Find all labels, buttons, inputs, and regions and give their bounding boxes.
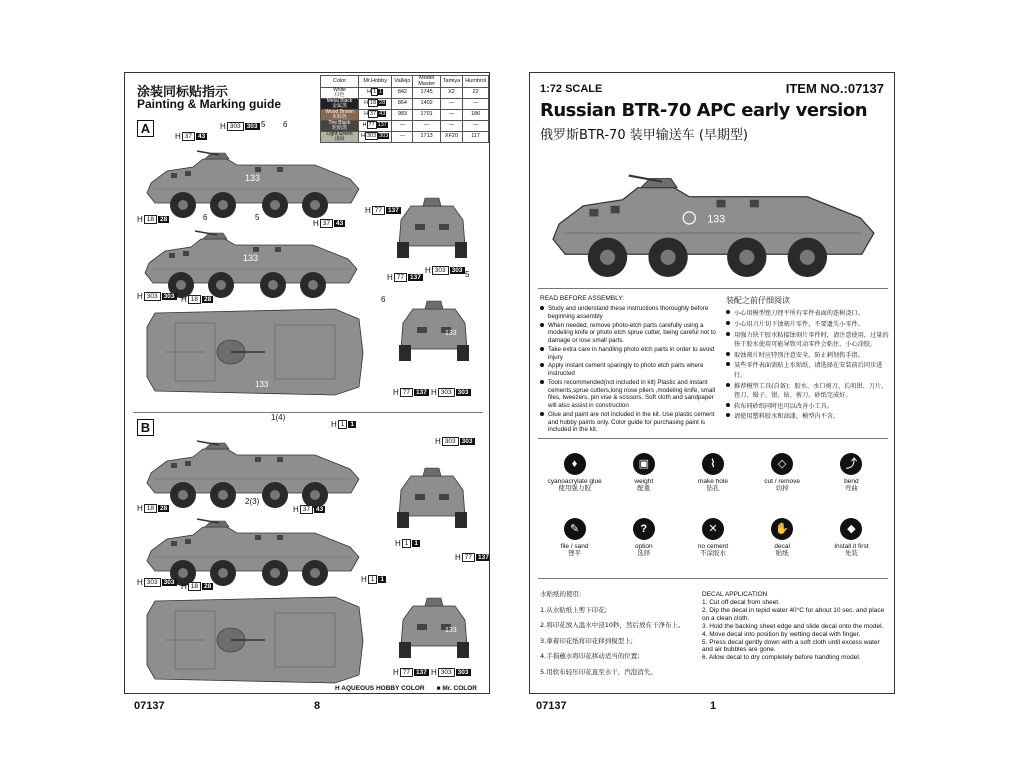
symbol-label-en: weight — [634, 478, 654, 485]
symbol-label-en: decal — [774, 543, 790, 550]
tamiya-code: — — [440, 121, 462, 132]
color-ref: H 1 1 — [361, 575, 385, 584]
symbol-legend-item — [681, 518, 745, 558]
decal-step-en: 4. Move decal into position by wetting decal with finger. — [702, 630, 861, 638]
decal-heading-en: DECAL APPLICATION — [702, 591, 768, 598]
decal-list-cn — [540, 607, 710, 676]
instruction-item: Study and understand these instructions thoroughly before beginning assembly — [540, 305, 720, 321]
symbol-label-cn: 钻孔 — [706, 484, 720, 493]
color-ref: H 18 28 — [137, 504, 168, 513]
section-divider — [133, 412, 483, 413]
vallejo-code: 983 — [392, 110, 413, 121]
color-chart-table — [320, 75, 489, 143]
symbol-legend-item — [612, 453, 676, 493]
divider — [538, 578, 888, 579]
weight-icon: ▣ — [633, 453, 655, 475]
vehicle-front-b — [395, 468, 471, 530]
tamiya-code: — — [440, 110, 462, 121]
item-code-right: 07137 — [536, 700, 567, 712]
callout-number: 6 — [283, 120, 288, 129]
file-icon: ✎ — [564, 518, 586, 540]
symbol-legend-item — [543, 518, 607, 558]
instruction-item: Apply instant cement sparingly to photo etch parts where instructed — [540, 362, 720, 378]
page-number-right: 1 — [710, 700, 717, 712]
humbrol-code: 186 — [463, 110, 489, 121]
color-ref: H 303 303 — [220, 122, 258, 131]
decal-step-en: 2. Dip the decal in tepid water 40°C for about 10 sec. and place on a clean cloth. — [702, 606, 885, 622]
vehicle-side-right-a — [145, 153, 375, 223]
no-cement-icon: ✕ — [702, 518, 724, 540]
symbol-label-cn: 弯曲 — [844, 484, 858, 493]
callout-number: 5 — [261, 120, 266, 129]
humbrol-code: — — [463, 99, 489, 110]
divider — [538, 288, 888, 289]
color-legend — [335, 685, 477, 692]
symbol-label-en: cyanoacrylate glue — [547, 478, 602, 485]
read-before-assembly-cn — [726, 295, 892, 423]
model-master-code: — — [413, 121, 440, 132]
callout-number: 1(4) — [271, 413, 286, 422]
page-number-left: 8 — [314, 700, 321, 712]
vallejo-code: 842 — [392, 88, 413, 99]
vehicle-rear-b — [397, 598, 473, 660]
symbol-legend-item — [750, 453, 814, 493]
vehicle-top-a — [145, 305, 370, 400]
symbol-label-en: no cement — [697, 543, 729, 550]
color-header: Model Master — [413, 76, 440, 88]
humbrol-code: 117 — [463, 132, 489, 143]
callout-number: 5 — [255, 213, 260, 222]
symbol-label-cn: 选择 — [637, 549, 651, 558]
read-before-heading-cn: 装配之前仔细阅读 — [726, 296, 790, 305]
humbrol-code: — — [463, 121, 489, 132]
symbol-label-cn: 贴纸 — [775, 549, 789, 558]
color-swatch: Tire Black 轮胎黑 — [321, 121, 359, 132]
color-ref: H 303 303 — [431, 668, 469, 677]
instruction-item-cn: 小心用刀片切下蚀刻片零件，不要遗失小零件。 — [726, 320, 892, 330]
symbol-label-cn: 不涂胶水 — [699, 549, 726, 558]
color-ref: H 77 137 — [365, 206, 399, 215]
color-chart-row — [321, 121, 489, 132]
tamiya-code: XF20 — [440, 132, 462, 143]
model-master-code: 1745 — [413, 88, 440, 99]
symbol-label-cn: 使用强力胶 — [558, 484, 591, 493]
symbol-label-cn: 先装 — [844, 549, 858, 558]
symbol-legend-item — [819, 518, 883, 558]
symbol-legend-row-1 — [540, 453, 886, 493]
mr-hobby-code: H 37 43 — [359, 110, 392, 121]
color-header: Vallejo — [392, 76, 413, 88]
color-ref: H 77 137 — [387, 273, 421, 282]
color-ref: H 1 1 — [395, 539, 419, 548]
decal-step-en: 6. Allow decal to dry completely before handling model. — [702, 654, 861, 662]
install-first-icon: ◆ — [840, 518, 862, 540]
scale-label: 1:72 SCALE — [540, 83, 603, 95]
decal-heading-cn: 水贴纸的使用: — [540, 590, 582, 598]
decal-application-cn — [540, 591, 710, 684]
bend-icon: ⤴ — [840, 453, 862, 475]
instruction-item-cn: 小心用模型锉刀锉平所有零件表面的连树浇口。 — [726, 309, 892, 319]
section-a-label: A — [137, 120, 154, 137]
decal-step-cn: 5.用软布轻压印花直至水干，汽泡消失。 — [540, 667, 657, 676]
color-swatch: Wood Brown 木棕色 — [321, 110, 359, 121]
vallejo-code: 864 — [392, 99, 413, 110]
humbrol-code: 22 — [463, 88, 489, 99]
decal-step-cn: 2.将印花放入温水中浸10秒，然后放在干净布上。 — [540, 621, 685, 629]
vallejo-code: — — [392, 121, 413, 132]
color-ref: H 303 303 — [137, 578, 175, 587]
vehicle-rear-a — [397, 301, 473, 363]
instruction-item: Take extra care in handling photo etch parts in order to avoid injury — [540, 346, 720, 362]
symbol-label-cn: 锉平 — [568, 549, 582, 558]
symbol-legend-item — [819, 453, 883, 493]
color-ref: H 37 43 — [313, 219, 344, 228]
hull-number: 133 — [245, 173, 261, 183]
color-ref: H 18 28 — [137, 215, 168, 224]
decal-application-en — [702, 591, 892, 662]
glue-bottle-icon: ♦ — [564, 453, 586, 475]
color-ref: H 37 43 — [293, 505, 324, 514]
hull-number: 133 — [243, 253, 259, 263]
symbol-label-en: file / sand — [560, 543, 589, 550]
symbol-label-en: Install it first — [834, 543, 869, 550]
symbol-label-en: bend — [844, 478, 859, 485]
symbol-legend-item — [750, 518, 814, 558]
color-ref: H 303 303 — [431, 388, 469, 397]
product-title-cn: 俄罗斯BTR-70 装甲输送车 (早期型) — [540, 128, 749, 143]
item-code-left: 07137 — [134, 700, 165, 712]
decal-step-cn: 1.从水贴纸上剪下印花; — [540, 605, 607, 614]
instructions-page — [529, 72, 895, 694]
vallejo-code: — — [392, 132, 413, 143]
mr-hobby-code: H 1 1 — [359, 88, 392, 99]
section-b-label: B — [137, 419, 154, 436]
symbol-legend-item — [681, 453, 745, 493]
question-icon: ? — [633, 518, 655, 540]
color-ref: H 1 1 — [331, 420, 355, 429]
color-swatch: Metal Black 金属黑 — [321, 99, 359, 110]
color-header: Color — [321, 76, 359, 88]
vehicle-side-left-a — [143, 233, 373, 303]
divider — [538, 438, 888, 439]
product-title-en: Russian BTR-70 APC early version — [540, 100, 868, 121]
callout-number: 6 — [203, 213, 208, 222]
instruction-item-cn: 推荐模型工具(自备)：胶水、水口剪刀、长咀钳、刀片、锉刀、镊子、钳、钻、剪刀。砂纸完成好。 — [726, 382, 892, 401]
symbol-label-cn: 切掉 — [775, 484, 789, 493]
vehicle-top-b — [145, 593, 370, 688]
symbol-label-en: option — [634, 543, 653, 550]
symbol-legend-row-2 — [540, 518, 886, 558]
instruction-item-cn: 用强力快干胶水粘接蚀刻片零件时，请注意使用，过量的快干胶水使用可能导致可动零件会粘住，小心涂胶。 — [726, 331, 892, 350]
color-swatch: Light Green 浅绿 — [321, 132, 359, 143]
read-before-heading: READ BEFORE ASSEMBLY: — [540, 295, 625, 302]
color-chart-row — [321, 99, 489, 110]
instruction-item: Glue and paint are not included in the kit. Use plastic cement and hobby paints only. Color guide for purchasing paint is included in the kit. — [540, 411, 720, 434]
color-ref: H 77 137 — [393, 668, 427, 677]
vehicle-front-a — [395, 198, 471, 260]
color-chart-row — [321, 110, 489, 121]
hull-number: 133 — [445, 330, 457, 337]
mr-hobby-code: H 303 303 — [359, 132, 392, 143]
color-ref: H 37 43 — [175, 132, 206, 141]
read-before-list — [540, 305, 720, 434]
model-master-code: 1701 — [413, 110, 440, 121]
guide-title-cn: 涂装同标贴指示 — [137, 85, 229, 100]
color-header: Mr.Hobby — [359, 76, 392, 88]
read-before-assembly-en — [540, 295, 720, 435]
color-swatch: White 白色 — [321, 88, 359, 99]
instruction-item-cn: 某些零件表面需贴上水贴纸，请选择在安装前后同步进行。 — [726, 361, 892, 380]
mr-hobby-code: H 77 137 — [359, 121, 392, 132]
callout-number: 6 — [381, 295, 386, 304]
color-ref: H 77 137 — [455, 553, 489, 562]
symbol-label-cn: 配重 — [637, 484, 651, 493]
mr-hobby-code: H 18 28 — [359, 99, 392, 110]
cut-icon: ◇ — [771, 453, 793, 475]
symbol-legend-item — [543, 453, 607, 493]
color-ref: H 303 303 — [137, 292, 175, 301]
callout-number: 5 — [465, 270, 470, 279]
color-chart-header-row — [321, 76, 489, 88]
hull-number: 133 — [255, 380, 269, 389]
instruction-item-cn: 取蚀刻片时应特别注意安全，防止刺划伤手指。 — [726, 351, 892, 361]
legend-aqueous: H AQUEOUS HOBBY COLOR — [335, 685, 425, 692]
color-ref: H 18 28 — [181, 295, 212, 304]
symbol-label-en: cut / remove — [764, 478, 801, 485]
color-ref: H 303 303 — [435, 437, 473, 446]
color-ref: H 303 303 — [425, 266, 463, 275]
decal-step-en: 3. Hold the backing sheet edge and slide decal onto the model. — [702, 622, 884, 630]
painting-guide-page — [124, 72, 490, 694]
guide-title-en: Painting & Marking guide — [137, 97, 282, 111]
item-number: ITEM NO.:07137 — [785, 81, 884, 96]
read-before-list-cn — [726, 309, 892, 422]
model-master-code: 1402 — [413, 99, 440, 110]
color-chart-row — [321, 132, 489, 143]
vehicle-side-left-b — [145, 521, 375, 591]
symbol-label-en: make hole — [697, 478, 728, 485]
hull-number: 133 — [445, 627, 457, 634]
tamiya-code: X2 — [440, 88, 462, 99]
tamiya-code: — — [440, 99, 462, 110]
decal-icon: ✋ — [771, 518, 793, 540]
instruction-item-cn: 请使用塑料胶水和油漆，模型内不含。 — [726, 412, 892, 422]
decal-step-cn: 3.拿着印花纸将印花移到模型上; — [540, 636, 633, 645]
model-master-code: 1713 — [413, 132, 440, 143]
color-header: Tamiya — [440, 76, 462, 88]
box-art-vehicle — [550, 169, 880, 279]
color-ref: H 77 137 — [393, 388, 427, 397]
instruction-item: When needed, remove photo-etch parts carefully using a modeling knife or photo etch sprue cutter, being careful not to damage or lose small parts. — [540, 322, 720, 345]
decal-step-en: 1. Cut off decal from sheet. — [702, 598, 780, 606]
callout-number: 2(3) — [245, 497, 260, 506]
color-chart-row — [321, 88, 489, 99]
drill-icon: ⌇ — [702, 453, 724, 475]
decal-list-en — [702, 599, 892, 662]
legend-mr-color: ■ Mr. COLOR — [436, 685, 477, 692]
hull-number: 133 — [707, 213, 726, 226]
color-ref: H 18 28 — [181, 582, 212, 591]
vehicle-side-right-b — [145, 443, 375, 513]
symbol-legend-item — [612, 518, 676, 558]
color-header: Humbrol — [463, 76, 489, 88]
instruction-item: Tools recommended(not included in kit) Plastic and instant cements,sprue cutters,long nose pliers ,modeling knife, small files, tweezers, pin vise & scissors. Soft cloth and sandpaper will also assist in construction — [540, 379, 720, 410]
instruction-item-cn: 软布同砂纸同时也可以改善小工具。 — [726, 402, 892, 412]
decal-step-cn: 4.手指蘸水将印花移动适当的位置; — [540, 652, 640, 660]
decal-step-en: 5. Press decal gently down with a soft cloth until excess water and air bubbles are gone. — [702, 638, 880, 654]
